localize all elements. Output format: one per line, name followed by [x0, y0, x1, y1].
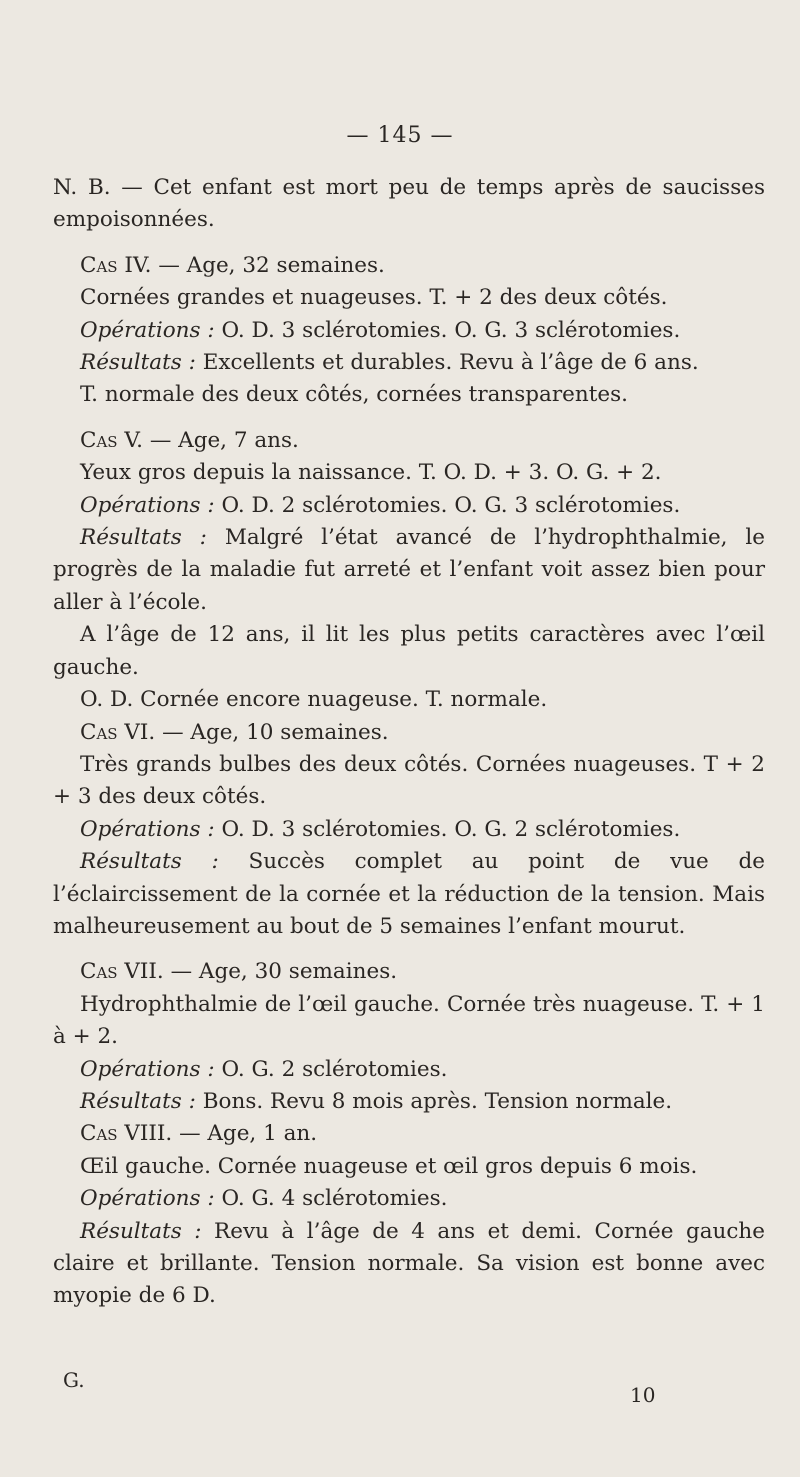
resultats-text: Malgré l’état avancé de l’hydrophthalmie, le progrès de la maladie fut arreté et l’enfant voit assez bien pour aller à l’école.: [53, 525, 765, 615]
operations-text: O. D. 3 sclérotomies. O. G. 2 sclérotomies.: [214, 816, 681, 842]
operations-label: Opérations :: [80, 1186, 215, 1212]
case-label: Cas VIII.: [80, 1121, 173, 1147]
cas-viii-oeil: Œil gauche. Cornée nuageuse et œil gros depuis 6 mois.: [80, 1153, 698, 1179]
resultats-label: Résultats :: [80, 525, 207, 551]
sheet-number: 10: [630, 1383, 656, 1407]
case-age: — Age, 10 semaines.: [155, 719, 389, 745]
cas-v-age12: A l’âge de 12 ans, il lit les plus petits caractères avec l’œil gauche.: [53, 622, 765, 680]
case-label: Cas IV.: [80, 252, 152, 278]
cas-vi-bulbes: Très grands bulbes des deux côtés. Cornées nuageuses. T + 2 + 3 des deux côtés.: [53, 751, 765, 810]
operations-text: O. D. 3 sclérotomies. O. G. 3 sclérotomies.: [214, 317, 681, 343]
case-age: — Age, 1 an.: [172, 1121, 318, 1147]
operations-label: Opérations :: [80, 816, 215, 842]
cas-iv-operations: [53, 315, 765, 347]
cas-viii-resultats: [53, 1216, 765, 1313]
cas-vii-resultats: [53, 1086, 765, 1118]
cas-iv-resultats: [53, 347, 765, 379]
case-age: — Age, 32 semaines.: [151, 252, 385, 278]
cas-v-yeux: Yeux gros depuis la naissance. T. O. D. + 3. O. G. + 2.: [80, 460, 662, 486]
document-body: [53, 172, 765, 1313]
resultats-text: Bons. Revu 8 mois après. Tension normale.: [195, 1088, 673, 1114]
case-age: — Age, 7 ans.: [143, 427, 299, 453]
cas-vi-operations: [53, 814, 765, 846]
resultats-text: Succès complet au point de vue de l’éclaircissement de la cornée et la réduction de la tension. Mais malheureusement au bout de 5 semaines l’enfant mourut.: [53, 849, 765, 939]
operations-label: Opérations :: [80, 317, 215, 343]
cas-v-od: O. D. Cornée encore nuageuse. T. normale.: [80, 687, 548, 713]
cas-vii-hydro: Hydrophthalmie de l’œil gauche. Cornée très nuageuse. T. + 1 à + 2.: [53, 991, 765, 1050]
cas-iv-cornees: Cornées grandes et nuageuses. T. + 2 des deux côtés.: [80, 285, 668, 311]
signature-mark: G.: [63, 1368, 85, 1392]
cas-iv-heading: [53, 250, 765, 282]
nb-paragraph: N. B. — Cet enfant est mort peu de temps après de saucisses empoisonnées.: [53, 175, 765, 233]
case-label: Cas VII.: [80, 959, 164, 985]
resultats-label: Résultats :: [80, 1218, 202, 1244]
cas-vii-heading: [53, 956, 765, 988]
cas-vi-resultats: [53, 846, 765, 943]
cas-iv-resultats-cont: T. normale des deux côtés, cornées transparentes.: [80, 382, 628, 408]
operations-label: Opérations :: [80, 492, 215, 518]
cas-v-heading: [53, 425, 765, 457]
case-label: Cas VI.: [80, 719, 156, 745]
resultats-label: Résultats :: [80, 849, 219, 875]
resultats-label: Résultats :: [80, 1088, 196, 1114]
page-number: — 145 —: [346, 123, 454, 148]
case-age: — Age, 30 semaines.: [163, 959, 398, 985]
case-label: Cas V.: [80, 427, 143, 453]
operations-text: O. G. 4 sclérotomies.: [214, 1186, 448, 1212]
cas-v-resultats: [53, 522, 765, 619]
resultats-text: Revu à l’âge de 4 ans et demi. Cornée gauche claire et brillante. Tension normale. Sa vision est bonne avec myopie de 6 D.: [53, 1218, 765, 1309]
cas-vi-heading: [53, 717, 765, 749]
operations-label: Opérations :: [80, 1056, 215, 1082]
cas-v-operations: [53, 490, 765, 522]
cas-viii-operations: [53, 1183, 765, 1215]
cas-vii-operations: [53, 1054, 765, 1086]
operations-text: O. D. 2 sclérotomies. O. G. 3 sclérotomies.: [214, 492, 681, 518]
cas-viii-heading: [53, 1118, 765, 1150]
resultats-text: Excellents et durables. Revu à l’âge de 6 ans.: [195, 350, 699, 376]
operations-text: O. G. 2 sclérotomies.: [214, 1056, 448, 1082]
resultats-label: Résultats :: [80, 350, 196, 376]
